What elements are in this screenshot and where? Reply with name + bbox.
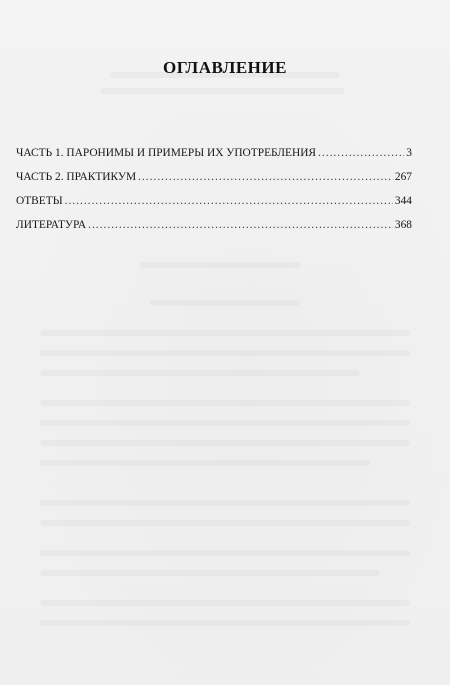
bleed-through-line [40,420,410,426]
toc-entry-label: ЧАСТЬ 2. ПРАКТИКУМ [16,171,137,183]
toc-entry-label: ЛИТЕРАТУРА [16,219,87,231]
toc-entry [16,218,412,242]
bleed-through-line [40,370,360,376]
table-of-contents [16,146,412,242]
bleed-through-line [40,400,410,406]
toc-entry-page: 3 [406,147,412,159]
bleed-through-line [140,262,300,268]
bleed-through-line [40,440,410,446]
toc-entry-label: ОТВЕТЫ [16,195,63,207]
bleed-through-line [40,330,410,336]
toc-entry-label: ЧАСТЬ 1. ПАРОНИМЫ И ПРИМЕРЫ ИХ УПОТРЕБЛЕНИЯ [16,147,317,159]
toc-entry [16,170,412,194]
toc-entry-page: 344 [394,195,412,207]
toc-dot-leader [138,170,393,184]
toc-entry-page: 368 [394,219,412,231]
bleed-through-line [40,500,410,506]
page-title: ОГЛАВЛЕНИЕ [163,58,287,77]
toc-entry-page: 267 [394,171,412,183]
bleed-through-line [150,300,300,306]
toc-dot-leader [318,146,404,160]
toc-dot-leader [65,194,393,208]
toc-dot-leader [88,218,393,232]
bleed-through-line [40,620,410,626]
bleed-through-line [40,550,410,556]
toc-entry [16,194,412,218]
bleed-through-line [40,570,380,576]
bleed-through-line [40,350,410,356]
bleed-through-line [40,520,410,526]
toc-entry [16,146,412,170]
bleed-through-line [40,460,370,466]
bleed-through-line [40,600,410,606]
bleed-through-line [100,88,345,94]
